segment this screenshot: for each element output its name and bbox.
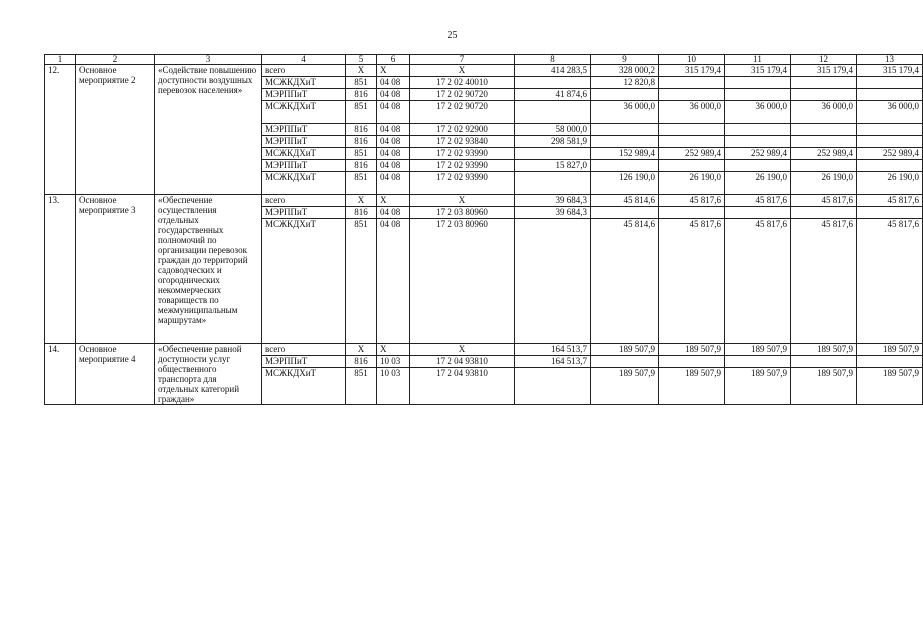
value-cell-c5: 816	[346, 356, 377, 368]
header-cell: 11	[725, 55, 791, 65]
executor-cell: МСЖКДХиТ	[262, 172, 346, 195]
value-cell-c13: 189 507,9	[857, 368, 923, 405]
value-cell-c10: 26 190,0	[659, 172, 725, 195]
value-cell-c5: 816	[346, 124, 377, 136]
value-cell-c12	[791, 77, 857, 89]
value-cell-c9: 152 989,4	[591, 148, 659, 160]
header-cell: 6	[377, 55, 410, 65]
value-cell-c8: 58 000,0	[515, 124, 591, 136]
value-cell-c6: 10 03	[377, 356, 410, 368]
header-cell: 4	[262, 55, 346, 65]
value-cell-c11: 315 179,4	[725, 65, 791, 77]
value-cell-c9	[591, 124, 659, 136]
value-cell-c10: 45 817,6	[659, 195, 725, 207]
header-cell: 13	[857, 55, 923, 65]
value-cell-c7: 17 2 02 93990	[410, 172, 515, 195]
value-cell-c11: 36 000,0	[725, 101, 791, 124]
value-cell-c11	[725, 77, 791, 89]
value-cell-c7: X	[410, 344, 515, 356]
value-cell-c12: 189 507,9	[791, 344, 857, 356]
value-cell-c13	[857, 160, 923, 172]
value-cell-c5: 816	[346, 207, 377, 219]
title-cell: «Обеспечение осуществления отдельных государственных полномочий по организации перевозок граждан до территорий садоводческих и огороднических некоммерческих товариществ по межмуниципальным маршрутам»	[155, 195, 262, 344]
header-cell: 1	[45, 55, 76, 65]
value-cell-c12	[791, 89, 857, 101]
value-cell-c11: 252 989,4	[725, 148, 791, 160]
value-cell-c10	[659, 124, 725, 136]
value-cell-c13: 45 817,6	[857, 195, 923, 207]
value-cell-c9	[591, 136, 659, 148]
value-cell-c9	[591, 356, 659, 368]
value-cell-c10: 189 507,9	[659, 368, 725, 405]
value-cell-c5: 851	[346, 101, 377, 124]
value-cell-c13: 26 190,0	[857, 172, 923, 195]
value-cell-c9: 45 814,6	[591, 195, 659, 207]
value-cell-c8: 41 874,6	[515, 89, 591, 101]
value-cell-c11	[725, 136, 791, 148]
header-cell: 8	[515, 55, 591, 65]
value-cell-c13: 189 507,9	[857, 344, 923, 356]
value-cell-c9	[591, 89, 659, 101]
value-cell-c6: 04 08	[377, 77, 410, 89]
value-cell-c5: X	[346, 65, 377, 77]
value-cell-c9: 328 000,2	[591, 65, 659, 77]
value-cell-c12: 315 179,4	[791, 65, 857, 77]
value-cell-c8: 164 513,7	[515, 356, 591, 368]
value-cell-c10	[659, 160, 725, 172]
row-number-cell: 12.	[45, 65, 76, 195]
value-cell-c9: 12 820,8	[591, 77, 659, 89]
value-cell-c8	[515, 219, 591, 344]
value-cell-c13: 36 000,0	[857, 101, 923, 124]
value-cell-c5: 851	[346, 172, 377, 195]
value-cell-c6: 04 08	[377, 89, 410, 101]
value-cell-c13	[857, 89, 923, 101]
value-cell-c12	[791, 207, 857, 219]
value-cell-c7: 17 2 03 80960	[410, 207, 515, 219]
value-cell-c6: X	[377, 195, 410, 207]
value-cell-c8	[515, 77, 591, 89]
value-cell-c6: 04 08	[377, 148, 410, 160]
value-cell-c9	[591, 160, 659, 172]
value-cell-c8	[515, 148, 591, 160]
value-cell-c10: 36 000,0	[659, 101, 725, 124]
value-cell-c5: 851	[346, 219, 377, 344]
executor-cell: всего	[262, 344, 346, 356]
value-cell-c10: 315 179,4	[659, 65, 725, 77]
value-cell-c5: 816	[346, 160, 377, 172]
value-cell-c5: X	[346, 195, 377, 207]
value-cell-c7: 17 2 02 93990	[410, 160, 515, 172]
header-cell: 7	[410, 55, 515, 65]
measure-cell: Основное мероприятие 3	[76, 195, 155, 344]
value-cell-c6: 04 08	[377, 136, 410, 148]
value-cell-c7: X	[410, 65, 515, 77]
row-number-cell: 14.	[45, 344, 76, 405]
value-cell-c11: 189 507,9	[725, 344, 791, 356]
value-cell-c7: 17 2 02 93840	[410, 136, 515, 148]
executor-cell: МСЖКДХиТ	[262, 101, 346, 124]
value-cell-c5: 816	[346, 89, 377, 101]
value-cell-c11	[725, 89, 791, 101]
value-cell-c7: X	[410, 195, 515, 207]
executor-cell: МСЖКДХиТ	[262, 77, 346, 89]
value-cell-c13	[857, 356, 923, 368]
value-cell-c5: 816	[346, 136, 377, 148]
value-cell-c9: 36 000,0	[591, 101, 659, 124]
value-cell-c11: 189 507,9	[725, 368, 791, 405]
value-cell-c6: 04 08	[377, 101, 410, 124]
header-row	[45, 55, 923, 65]
value-cell-c7: 17 2 03 80960	[410, 219, 515, 344]
value-cell-c12: 36 000,0	[791, 101, 857, 124]
value-cell-c6: X	[377, 344, 410, 356]
value-cell-c10: 45 817,6	[659, 219, 725, 344]
value-cell-c10	[659, 207, 725, 219]
value-cell-c12: 252 989,4	[791, 148, 857, 160]
value-cell-c12: 45 817,6	[791, 195, 857, 207]
executor-cell: МСЖКДХиТ	[262, 368, 346, 405]
page-number: 25	[447, 30, 458, 41]
measure-cell: Основное мероприятие 4	[76, 344, 155, 405]
value-cell-c12	[791, 124, 857, 136]
value-cell-c8: 39 684,3	[515, 207, 591, 219]
executor-cell: всего	[262, 65, 346, 77]
executor-cell: МЭРППиТ	[262, 89, 346, 101]
value-cell-c7: 17 2 02 90720	[410, 89, 515, 101]
executor-cell: МЭРППиТ	[262, 356, 346, 368]
value-cell-c6: 04 08	[377, 160, 410, 172]
header-cell: 12	[791, 55, 857, 65]
value-cell-c6: X	[377, 65, 410, 77]
value-cell-c13: 252 989,4	[857, 148, 923, 160]
value-cell-c7: 17 2 04 93810	[410, 356, 515, 368]
value-cell-c10: 252 989,4	[659, 148, 725, 160]
header-cell: 3	[155, 55, 262, 65]
title-cell: «Содействие повышению доступности воздушных перевозок населения»	[155, 65, 262, 195]
value-cell-c5: 851	[346, 148, 377, 160]
executor-cell: МЭРППиТ	[262, 207, 346, 219]
value-cell-c7: 17 2 02 92900	[410, 124, 515, 136]
value-cell-c7: 17 2 02 93990	[410, 148, 515, 160]
value-cell-c6: 04 08	[377, 124, 410, 136]
value-cell-c13	[857, 136, 923, 148]
value-cell-c6: 04 08	[377, 172, 410, 195]
value-cell-c11: 26 190,0	[725, 172, 791, 195]
value-cell-c8	[515, 101, 591, 124]
value-cell-c8: 164 513,7	[515, 344, 591, 356]
table-row	[45, 344, 923, 356]
value-cell-c13: 315 179,4	[857, 65, 923, 77]
executor-cell: всего	[262, 195, 346, 207]
value-cell-c12	[791, 356, 857, 368]
value-cell-c9: 45 814,6	[591, 219, 659, 344]
value-cell-c11: 45 817,6	[725, 195, 791, 207]
value-cell-c12	[791, 160, 857, 172]
table-row	[45, 195, 923, 207]
value-cell-c13	[857, 207, 923, 219]
executor-cell: МЭРППиТ	[262, 136, 346, 148]
value-cell-c11	[725, 160, 791, 172]
value-cell-c6: 04 08	[377, 207, 410, 219]
measure-cell: Основное мероприятие 2	[76, 65, 155, 195]
executor-cell: МЭРППиТ	[262, 124, 346, 136]
value-cell-c9: 189 507,9	[591, 368, 659, 405]
value-cell-c10	[659, 356, 725, 368]
value-cell-c10	[659, 136, 725, 148]
value-cell-c9: 126 190,0	[591, 172, 659, 195]
header-cell: 10	[659, 55, 725, 65]
header-cell: 2	[76, 55, 155, 65]
value-cell-c12: 26 190,0	[791, 172, 857, 195]
header-cell: 9	[591, 55, 659, 65]
value-cell-c7: 17 2 02 90720	[410, 101, 515, 124]
value-cell-c12: 45 817,6	[791, 219, 857, 344]
executor-cell: МЭРППиТ	[262, 160, 346, 172]
value-cell-c9	[591, 207, 659, 219]
executor-cell: МСЖКДХиТ	[262, 148, 346, 160]
value-cell-c7: 17 2 02 40010	[410, 77, 515, 89]
value-cell-c10: 189 507,9	[659, 344, 725, 356]
value-cell-c6: 10 03	[377, 368, 410, 405]
value-cell-c11	[725, 124, 791, 136]
header-cell: 5	[346, 55, 377, 65]
value-cell-c12: 189 507,9	[791, 368, 857, 405]
value-cell-c8	[515, 368, 591, 405]
value-cell-c8: 414 283,5	[515, 65, 591, 77]
value-cell-c8	[515, 172, 591, 195]
value-cell-c5: 851	[346, 368, 377, 405]
value-cell-c9: 189 507,9	[591, 344, 659, 356]
value-cell-c12	[791, 136, 857, 148]
value-cell-c11: 45 817,6	[725, 219, 791, 344]
value-cell-c8: 15 827,0	[515, 160, 591, 172]
value-cell-c8: 39 684,3	[515, 195, 591, 207]
value-cell-c8: 298 581,9	[515, 136, 591, 148]
value-cell-c10	[659, 89, 725, 101]
value-cell-c11	[725, 207, 791, 219]
table-row	[45, 65, 923, 77]
value-cell-c10	[659, 77, 725, 89]
budget-table	[44, 54, 923, 405]
title-cell: «Обеспечение равной доступности услуг общественного транспорта для отдельных категорий граждан»	[155, 344, 262, 405]
value-cell-c13: 45 817,6	[857, 219, 923, 344]
value-cell-c5: X	[346, 344, 377, 356]
value-cell-c7: 17 2 04 93810	[410, 368, 515, 405]
executor-cell: МСЖКДХиТ	[262, 219, 346, 344]
value-cell-c5: 851	[346, 77, 377, 89]
row-number-cell: 13.	[45, 195, 76, 344]
value-cell-c11	[725, 356, 791, 368]
value-cell-c6: 04 08	[377, 219, 410, 344]
value-cell-c13	[857, 124, 923, 136]
value-cell-c13	[857, 77, 923, 89]
